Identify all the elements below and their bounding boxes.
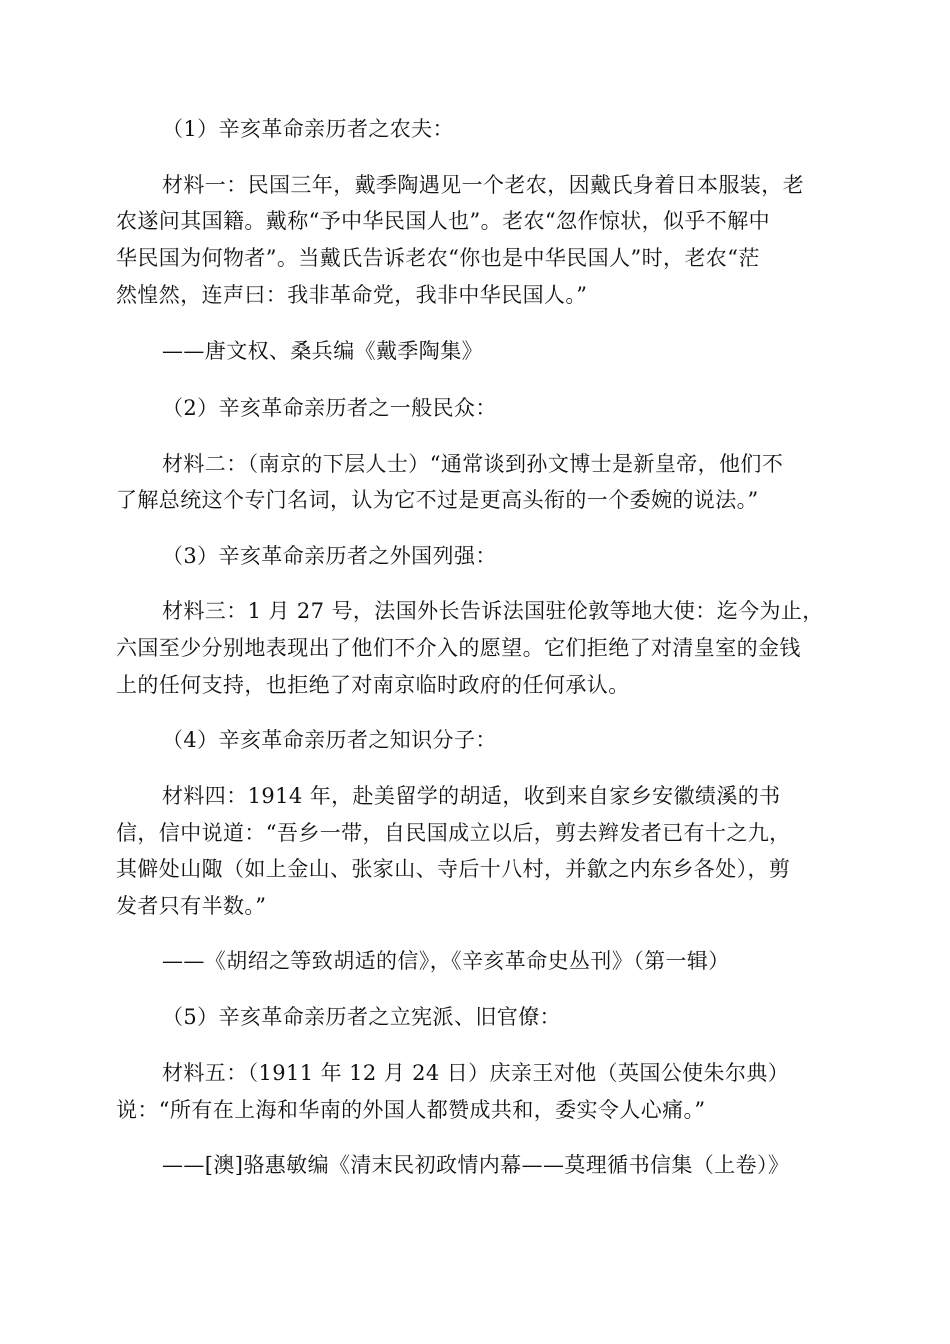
section-4-material-line-1: 材料四：1914 年，赴美留学的胡适，收到来自家乡安徽绩溪的书 — [162, 784, 781, 808]
section-4-heading: （4）辛亥革命亲历者之知识分子： — [162, 728, 497, 752]
section-3-material-line-1: 材料三：1 月 27 号，法国外长告诉法国驻伦敦等地大使：迄今为止， — [162, 599, 824, 623]
section-2-material-line-2: 了解总统这个专门名词，认为它不过是更高头衔的一个委婉的说法。” — [116, 488, 759, 512]
section-5-heading: （5）辛亥革命亲历者之立宪派、旧官僚： — [162, 1005, 561, 1029]
section-1-heading: （1）辛亥革命亲历者之农夫： — [162, 117, 454, 141]
section-5-source: ——[澳]骆惠敏编《清末民初政情内幕——莫理循书信集（上卷）》 — [162, 1153, 790, 1177]
section-1-material-line-1: 材料一：民国三年，戴季陶遇见一个老农，因戴氏身着日本服装，老 — [162, 173, 804, 197]
section-1-material-line-4: 然惶然，连声曰：我非革命党，我非中华民国人。” — [116, 283, 588, 307]
section-1-material-line-2: 农遂问其国籍。戴称“予中华民国人也”。老农“忽作惊状，似乎不解中 — [116, 209, 771, 233]
section-5-material-line-2: 说：“所有在上海和华南的外国人都赞成共和，委实令人心痛。” — [116, 1098, 706, 1122]
section-3-material-line-2: 六国至少分别地表现出了他们不介入的愿望。它们拒绝了对清皇室的金钱 — [116, 636, 801, 660]
section-3-heading: （3）辛亥革命亲历者之外国列强： — [162, 544, 497, 568]
section-5-material-line-1: 材料五：（1911 年 12 月 24 日）庆亲王对他（英国公使朱尔典） — [162, 1061, 790, 1085]
section-4-material-line-4: 发者只有半数。” — [116, 894, 267, 918]
section-3-material-line-3: 上的任何支持，也拒绝了对南京临时政府的任何承认。 — [116, 673, 630, 697]
section-1-source: ——唐文权、桑兵编《戴季陶集》 — [162, 339, 483, 363]
section-4-material-line-3: 其僻处山陬（如上金山、张家山、寺后十八村，并歙之内东乡各处），剪 — [116, 857, 791, 881]
section-1-material-line-3: 华民国为何物者”。当戴氏告诉老农“你也是中华民国人”时，老农“茫 — [116, 246, 760, 270]
section-4-source: ——《胡绍之等致胡适的信》，《辛亥革命史丛刊》（第一辑） — [162, 949, 730, 973]
section-4-material-line-2: 信，信中说道：“吾乡一带，自民国成立以后，剪去辫发者已有十之九， — [116, 821, 791, 845]
section-2-material-line-1: 材料二：（南京的下层人士）“通常谈到孙文博士是新皇帝，他们不 — [162, 452, 784, 476]
section-2-heading: （2）辛亥革命亲历者之一般民众： — [162, 396, 497, 420]
